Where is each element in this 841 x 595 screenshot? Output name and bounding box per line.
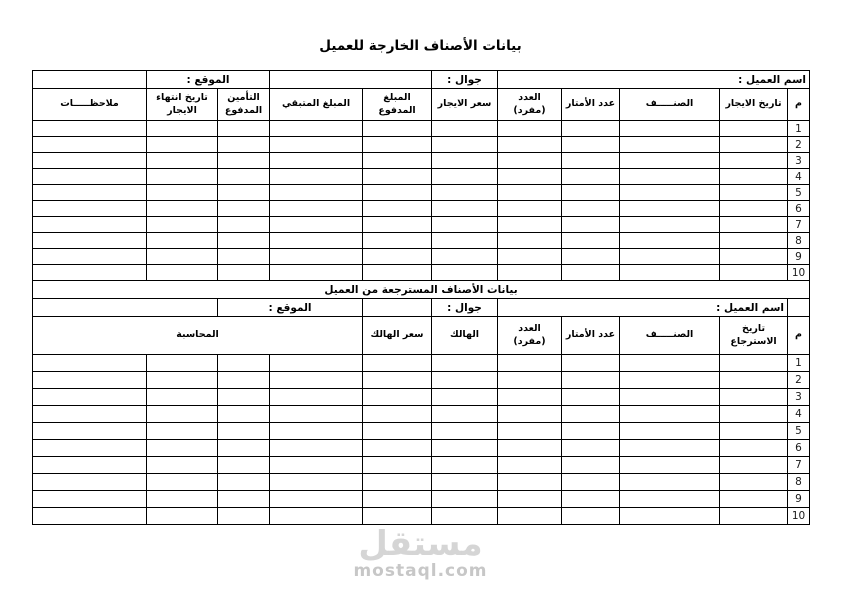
- col-header-meters-count: عدد الأمتار: [562, 89, 620, 121]
- empty-cell: [363, 423, 432, 440]
- row-number: 8: [788, 233, 810, 249]
- mobile-label: جوال :: [432, 299, 498, 317]
- empty-cell: [147, 491, 218, 508]
- empty-cell: [147, 233, 218, 249]
- empty-cell: [33, 355, 147, 372]
- empty-cell: [562, 389, 620, 406]
- empty-cell: [363, 440, 432, 457]
- empty-cell: [720, 508, 788, 525]
- empty-cell: [270, 457, 363, 474]
- row-number: 6: [788, 201, 810, 217]
- empty-cell: [147, 355, 218, 372]
- empty-cell: [33, 389, 147, 406]
- empty-cell: [363, 217, 432, 233]
- col-header-item: الصنـــــف: [620, 317, 720, 355]
- empty-cell: [720, 201, 788, 217]
- col-header-single-count: العدد (مفرد): [498, 317, 562, 355]
- empty-cell: [720, 423, 788, 440]
- col-header-rent-end-date: تاريخ انتهاء الايجار: [147, 89, 218, 121]
- col-header-return-date: تاريخ الاسترجاع: [720, 317, 788, 355]
- table-row: [33, 169, 810, 185]
- empty-cell: [363, 169, 432, 185]
- row-number: 10: [788, 265, 810, 281]
- empty-cell: [270, 423, 363, 440]
- empty-cell: [147, 265, 218, 281]
- empty-cell: [218, 406, 270, 423]
- col-header-amount-remaining: المبلغ المتبقي: [270, 89, 363, 121]
- empty-cell: [562, 137, 620, 153]
- empty-cell: [270, 201, 363, 217]
- empty-cell: [620, 423, 720, 440]
- empty-cell: [720, 372, 788, 389]
- empty-cell: [363, 265, 432, 281]
- returned-section-title-row: [33, 281, 810, 299]
- empty-cell: [432, 355, 498, 372]
- empty-cell: [270, 491, 363, 508]
- empty-cell: [620, 508, 720, 525]
- row-number: 8: [788, 474, 810, 491]
- col-header-item: الصنـــــف: [620, 89, 720, 121]
- empty-cell: [147, 457, 218, 474]
- empty-cell: [620, 355, 720, 372]
- empty-cell: [498, 201, 562, 217]
- empty-cell: [363, 474, 432, 491]
- empty-cell: [218, 169, 270, 185]
- empty-cell: [432, 406, 498, 423]
- empty-cell: [218, 153, 270, 169]
- empty-cell: [33, 491, 147, 508]
- empty-cell: [498, 233, 562, 249]
- row-number: 9: [788, 491, 810, 508]
- empty-cell: [218, 508, 270, 525]
- table-row: [33, 423, 810, 440]
- empty-cell: [432, 121, 498, 137]
- empty-cell: [218, 233, 270, 249]
- mobile-label: جوال :: [432, 71, 498, 89]
- empty-cell: [363, 389, 432, 406]
- empty-cell: [562, 423, 620, 440]
- empty-cell: [147, 508, 218, 525]
- empty-cell: [33, 474, 147, 491]
- empty-cell: [33, 372, 147, 389]
- empty-cell: [720, 153, 788, 169]
- empty-cell: [147, 474, 218, 491]
- empty-cell: [270, 185, 363, 201]
- empty-cell: [363, 201, 432, 217]
- empty-cell: [562, 233, 620, 249]
- empty-cell: [620, 474, 720, 491]
- empty-cell: [33, 217, 147, 233]
- table-row: [33, 217, 810, 233]
- empty-cell: [270, 265, 363, 281]
- row-number: 5: [788, 423, 810, 440]
- empty-cell: [432, 233, 498, 249]
- location-label: الموقع :: [147, 71, 270, 89]
- empty-cell: [270, 121, 363, 137]
- empty-cell: [498, 217, 562, 233]
- empty-cell: [363, 491, 432, 508]
- outgoing-info-row: [33, 71, 810, 89]
- empty-cell: [498, 137, 562, 153]
- mobile-value-cell: [270, 71, 432, 89]
- watermark: [0, 524, 841, 581]
- empty-cell: [218, 457, 270, 474]
- table-row: [33, 249, 810, 265]
- empty-cell: [363, 406, 432, 423]
- row-number: 5: [788, 185, 810, 201]
- empty-cell: [218, 372, 270, 389]
- serial-empty-cell: [788, 299, 810, 317]
- empty-cell: [270, 474, 363, 491]
- empty-cell: [363, 372, 432, 389]
- empty-cell: [147, 153, 218, 169]
- empty-cell: [218, 217, 270, 233]
- empty-cell: [432, 265, 498, 281]
- empty-cell: [720, 233, 788, 249]
- empty-cell: [498, 474, 562, 491]
- row-number: 4: [788, 169, 810, 185]
- empty-cell: [498, 265, 562, 281]
- empty-cell: [147, 389, 218, 406]
- table-row: [33, 355, 810, 372]
- empty-cell: [620, 233, 720, 249]
- col-header-rent-date: تاريخ الايجار: [720, 89, 788, 121]
- empty-cell: [270, 249, 363, 265]
- col-header-serial: م: [788, 317, 810, 355]
- empty-cell: [218, 491, 270, 508]
- empty-cell: [33, 185, 147, 201]
- outgoing-header-row: [33, 89, 810, 121]
- mostaql-site-text: mostaql.com: [353, 561, 488, 581]
- empty-cell: [147, 185, 218, 201]
- empty-cell: [218, 389, 270, 406]
- empty-cell: [363, 249, 432, 265]
- col-header-amount-paid: المبلغ المدفوع: [363, 89, 432, 121]
- empty-cell: [33, 440, 147, 457]
- empty-cell: [270, 137, 363, 153]
- empty-cell: [270, 217, 363, 233]
- empty-cell: [720, 474, 788, 491]
- empty-cell: [218, 474, 270, 491]
- empty-cell: [363, 355, 432, 372]
- empty-cell: [562, 169, 620, 185]
- empty-cell: [498, 185, 562, 201]
- page-title: بيانات الأصناف الخارجة للعميل: [319, 38, 522, 54]
- empty-cell: [33, 249, 147, 265]
- table-row: [33, 508, 810, 525]
- empty-cell: [432, 137, 498, 153]
- empty-cell: [720, 355, 788, 372]
- table-row: [33, 201, 810, 217]
- empty-cell: [270, 440, 363, 457]
- empty-cell: [270, 372, 363, 389]
- row-number: 3: [788, 153, 810, 169]
- col-header-notes: ملاحظـــــات: [33, 89, 147, 121]
- table-row: [33, 233, 810, 249]
- empty-cell: [147, 121, 218, 137]
- empty-cell: [498, 491, 562, 508]
- empty-cell: [218, 137, 270, 153]
- empty-cell: [33, 201, 147, 217]
- customer-name-label: اسم العميل :: [498, 71, 810, 89]
- empty-cell: [562, 508, 620, 525]
- empty-cell: [562, 355, 620, 372]
- empty-cell: [218, 265, 270, 281]
- table-row: [33, 406, 810, 423]
- empty-cell: [562, 372, 620, 389]
- table-row: [33, 121, 810, 137]
- table-row: [33, 474, 810, 491]
- empty-cell: [432, 457, 498, 474]
- empty-cell: [720, 121, 788, 137]
- empty-cell: [720, 137, 788, 153]
- empty-cell: [147, 372, 218, 389]
- empty-cell: [498, 169, 562, 185]
- empty-cell: [363, 508, 432, 525]
- row-number: 1: [788, 355, 810, 372]
- empty-cell: [33, 121, 147, 137]
- empty-cell: [720, 185, 788, 201]
- empty-cell: [33, 137, 147, 153]
- empty-cell: [620, 249, 720, 265]
- empty-cell: [498, 440, 562, 457]
- col-header-meters-count: عدد الأمتار: [562, 317, 620, 355]
- empty-cell: [498, 121, 562, 137]
- empty-cell: [498, 457, 562, 474]
- col-header-single-count: العدد (مفرد): [498, 89, 562, 121]
- empty-cell: [562, 440, 620, 457]
- row-number: 7: [788, 217, 810, 233]
- empty-cell: [432, 249, 498, 265]
- empty-cell: [218, 355, 270, 372]
- empty-cell: [147, 169, 218, 185]
- empty-cell: [147, 440, 218, 457]
- empty-cell: [720, 265, 788, 281]
- empty-cell: [620, 372, 720, 389]
- empty-cell: [432, 389, 498, 406]
- empty-cell: [270, 355, 363, 372]
- empty-cell: [562, 153, 620, 169]
- empty-cell: [363, 233, 432, 249]
- empty-cell: [33, 508, 147, 525]
- empty-cell: [33, 265, 147, 281]
- empty-cell: [498, 372, 562, 389]
- empty-cell: [562, 201, 620, 217]
- empty-cell: [147, 217, 218, 233]
- row-number: 10: [788, 508, 810, 525]
- empty-cell: [147, 249, 218, 265]
- row-number: 6: [788, 440, 810, 457]
- empty-cell: [498, 249, 562, 265]
- empty-cell: [147, 137, 218, 153]
- table-row: [33, 440, 810, 457]
- empty-cell: [363, 457, 432, 474]
- row-number: 9: [788, 249, 810, 265]
- empty-cell: [720, 406, 788, 423]
- empty-cell: [720, 217, 788, 233]
- empty-cell: [218, 201, 270, 217]
- empty-cell: [720, 389, 788, 406]
- empty-cell: [620, 265, 720, 281]
- empty-cell: [562, 217, 620, 233]
- empty-cell: [620, 217, 720, 233]
- empty-cell: [432, 491, 498, 508]
- empty-cell: [498, 153, 562, 169]
- empty-cell: [218, 423, 270, 440]
- empty-cell: [562, 457, 620, 474]
- empty-cell: [363, 121, 432, 137]
- empty-cell: [620, 121, 720, 137]
- table-row: [33, 389, 810, 406]
- empty-cell: [147, 201, 218, 217]
- empty-cell: [432, 423, 498, 440]
- empty-cell: [498, 389, 562, 406]
- row-number: 1: [788, 121, 810, 137]
- empty-cell: [620, 440, 720, 457]
- client-items-form-table: [32, 70, 810, 525]
- returned-rows-body: [33, 355, 810, 525]
- empty-cell: [432, 440, 498, 457]
- col-header-deposit-paid: التأمين المدفوع: [218, 89, 270, 121]
- mobile-value-cell: [363, 299, 432, 317]
- empty-cell: [432, 508, 498, 525]
- empty-cell: [620, 137, 720, 153]
- empty-cell: [147, 423, 218, 440]
- empty-cell: [270, 153, 363, 169]
- empty-cell: [33, 423, 147, 440]
- empty-cell: [33, 153, 147, 169]
- empty-cell: [218, 249, 270, 265]
- table-row: [33, 137, 810, 153]
- empty-cell: [562, 474, 620, 491]
- empty-cell: [620, 153, 720, 169]
- empty-cell: [498, 423, 562, 440]
- returned-info-row: [33, 299, 810, 317]
- empty-cell: [363, 137, 432, 153]
- empty-cell: [432, 153, 498, 169]
- empty-cell: [620, 457, 720, 474]
- empty-cell: [720, 169, 788, 185]
- empty-cell: [218, 121, 270, 137]
- empty-cell: [498, 406, 562, 423]
- empty-cell: [620, 389, 720, 406]
- empty-cell: [432, 185, 498, 201]
- empty-cell: [33, 457, 147, 474]
- empty-cell: [620, 201, 720, 217]
- empty-cell: [432, 201, 498, 217]
- empty-cell: [620, 169, 720, 185]
- empty-cell: [620, 185, 720, 201]
- table-row: [33, 185, 810, 201]
- table-row: [33, 491, 810, 508]
- empty-cell: [270, 169, 363, 185]
- empty-cell: [720, 440, 788, 457]
- empty-cell: [498, 355, 562, 372]
- row-number: 2: [788, 137, 810, 153]
- empty-cell: [432, 474, 498, 491]
- empty-cell: [270, 508, 363, 525]
- col-header-damaged: الهالك: [432, 317, 498, 355]
- empty-cell: [562, 491, 620, 508]
- empty-cell: [720, 491, 788, 508]
- returned-header-row: [33, 317, 810, 355]
- empty-cell: [562, 121, 620, 137]
- table-row: [33, 153, 810, 169]
- returned-section-title: بيانات الأصناف المسترجعة من العميل: [33, 281, 810, 299]
- location-label: الموقع :: [218, 299, 363, 317]
- table-row: [33, 372, 810, 389]
- empty-cell: [720, 457, 788, 474]
- empty-cell: [562, 406, 620, 423]
- col-header-damaged-price: سعر الهالك: [363, 317, 432, 355]
- empty-cell: [620, 406, 720, 423]
- empty-cell: [33, 406, 147, 423]
- empty-cell: [562, 185, 620, 201]
- empty-cell: [218, 440, 270, 457]
- empty-cell: [620, 491, 720, 508]
- empty-cell: [270, 389, 363, 406]
- empty-cell: [270, 406, 363, 423]
- empty-cell: [432, 372, 498, 389]
- empty-cell: [147, 406, 218, 423]
- empty-cell: [562, 249, 620, 265]
- row-number: 7: [788, 457, 810, 474]
- empty-cell: [218, 185, 270, 201]
- col-header-accounting: المحاسبة: [33, 317, 363, 355]
- empty-cell: [33, 169, 147, 185]
- location-value-cell: [33, 299, 218, 317]
- row-number: 4: [788, 406, 810, 423]
- customer-name-label: اسم العميل :: [498, 299, 788, 317]
- empty-cell: [720, 249, 788, 265]
- row-number: 2: [788, 372, 810, 389]
- empty-cell: [363, 185, 432, 201]
- empty-cell: [33, 233, 147, 249]
- empty-cell: [498, 508, 562, 525]
- mostaql-logo: مستقل: [358, 524, 483, 564]
- location-value-cell: [33, 71, 147, 89]
- table-row: [33, 265, 810, 281]
- table-row: [33, 457, 810, 474]
- empty-cell: [270, 233, 363, 249]
- empty-cell: [363, 153, 432, 169]
- outgoing-rows-body: [33, 121, 810, 281]
- row-number: 3: [788, 389, 810, 406]
- col-header-serial: م: [788, 89, 810, 121]
- empty-cell: [562, 265, 620, 281]
- empty-cell: [432, 169, 498, 185]
- col-header-rent-price: سعر الايجار: [432, 89, 498, 121]
- empty-cell: [432, 217, 498, 233]
